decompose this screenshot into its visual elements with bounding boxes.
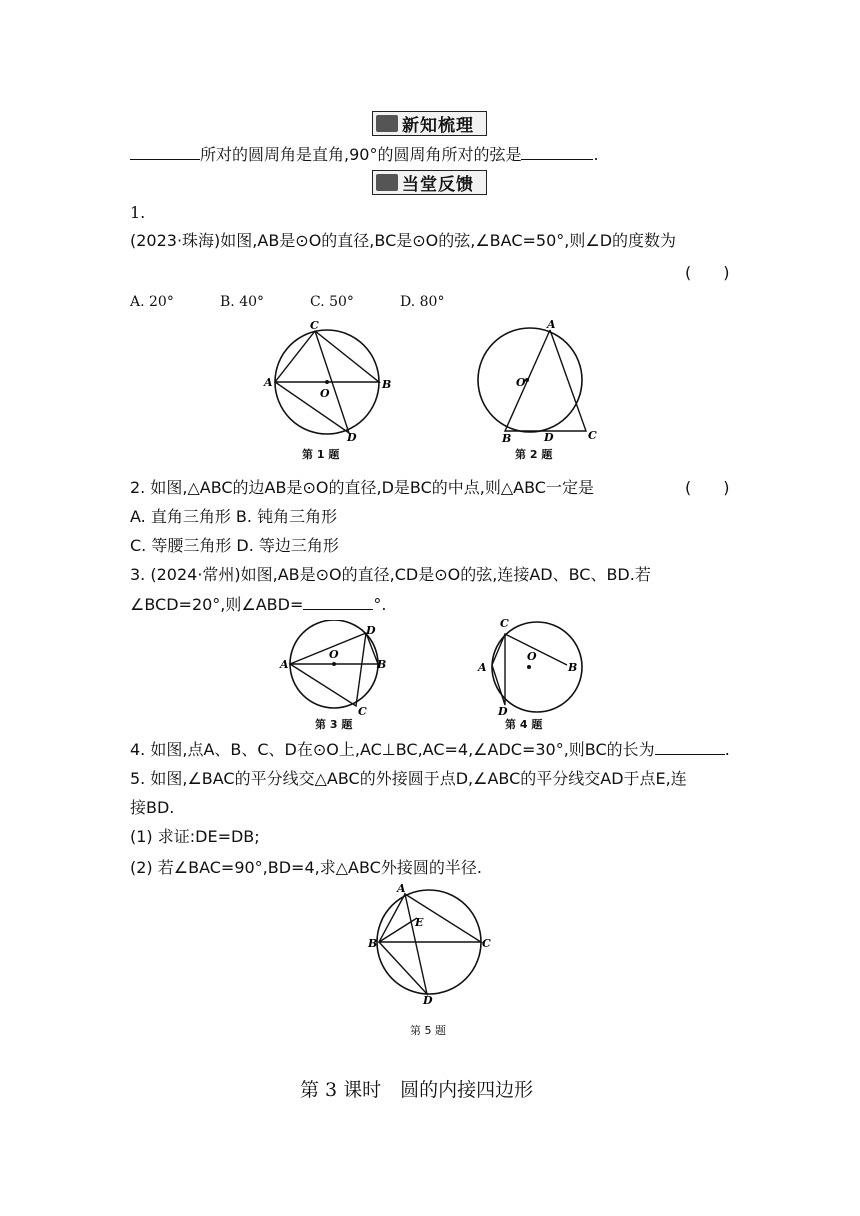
- question-2-options-cd: C. 等腰三角形 D. 等边三角形: [130, 536, 339, 555]
- figure-2: [470, 318, 610, 443]
- label-d: D: [347, 431, 357, 443]
- answer-blank: [655, 738, 725, 755]
- figure-3: [278, 620, 393, 715]
- label-o: O: [527, 650, 537, 663]
- question-3-unit: °.: [373, 595, 387, 614]
- question-1-stem: (2023·珠海)如图,AB是⊙O的直径,BC是⊙O的弦,∠BAC=50°,则∠D的度数为: [130, 231, 677, 250]
- label-o: O: [516, 376, 526, 389]
- label-e: E: [415, 916, 424, 929]
- label-b: B: [368, 937, 378, 950]
- label-d: D: [498, 705, 508, 715]
- figure-caption: 第 4 题: [505, 718, 543, 731]
- label-a: A: [397, 882, 406, 895]
- option-d: D. 80°: [400, 294, 445, 310]
- section-title: 新知梳理: [402, 116, 474, 136]
- label-b: B: [568, 661, 578, 674]
- question-3-line1: 3. (2024·常州)如图,AB是⊙O的直径,CD是⊙O的弦,连接AD、BC、BD.若: [130, 565, 651, 584]
- figure-caption: 第 2 题: [515, 448, 553, 461]
- question-3-text: ∠BCD=20°,则∠ABD=: [130, 595, 304, 614]
- label-c: C: [500, 617, 509, 630]
- question-2-stem: 2. 如图,△ABC的边AB是⊙O的直径,D是BC的中点,则△ABC一定是: [130, 478, 594, 497]
- figure-caption: 第 3 题: [315, 718, 353, 731]
- center-point: [325, 380, 329, 384]
- label-b: B: [377, 658, 387, 671]
- period: .: [724, 740, 730, 759]
- center-point: [525, 378, 529, 382]
- label-a: A: [264, 376, 273, 389]
- question-5-line1: 5. 如图,∠BAC的平分线交△ABC的外接圆于点D,∠ABC的平分线交AD于点E,连: [130, 769, 687, 788]
- option-c: C. 50°: [310, 294, 354, 310]
- figure-1: [262, 318, 392, 443]
- figure-caption: 第 5 题: [410, 1024, 446, 1037]
- period: .: [593, 145, 599, 164]
- answer-bracket: ( ): [685, 263, 730, 282]
- question-number: 1.: [130, 203, 146, 222]
- answer-bracket: ( ): [685, 478, 730, 497]
- label-c: C: [358, 705, 367, 715]
- knowledge-line: [130, 143, 599, 166]
- question-4: [130, 738, 730, 761]
- chords: [492, 634, 567, 705]
- knowledge-text: 所对的圆周角是直角,90°的圆周角所对的弦是: [200, 145, 522, 164]
- question-5-line2: 接BD.: [130, 798, 175, 817]
- section-title: 当堂反馈: [402, 175, 474, 195]
- label-o: O: [329, 648, 339, 661]
- answer-blank: [303, 593, 373, 610]
- figure-caption: 第 1 题: [302, 448, 340, 461]
- option-b: B. 40°: [220, 294, 265, 310]
- section-banner-new-knowledge: [372, 111, 487, 136]
- pen-icon: [376, 174, 398, 191]
- question-3-line2: [130, 593, 386, 616]
- center-point: [332, 662, 336, 666]
- label-a: A: [547, 318, 556, 331]
- lesson-title: 第 3 课时 圆的内接四边形: [300, 1079, 534, 1101]
- circle: [478, 328, 582, 432]
- label-c: C: [310, 319, 319, 332]
- label-a: A: [478, 661, 487, 674]
- label-a: A: [280, 658, 289, 671]
- section-banner-feedback: [372, 170, 487, 195]
- question-1-options: [130, 291, 444, 313]
- label-o: O: [320, 387, 330, 400]
- label-d: D: [366, 624, 376, 637]
- center-point: [527, 665, 531, 669]
- question-4-text: 4. 如图,点A、B、C、D在⊙O上,AC⊥BC,AC=4,∠ADC=30°,则BC的长为: [130, 740, 655, 759]
- label-d: D: [423, 994, 433, 1005]
- answer-blank: [130, 143, 200, 160]
- book-icon: [376, 115, 398, 132]
- figure-5: [365, 880, 495, 1005]
- option-a: A. 20°: [130, 294, 174, 310]
- label-b: B: [382, 378, 392, 391]
- figure-4: [470, 615, 610, 715]
- label-c: C: [588, 429, 597, 442]
- question-5-sub2: (2) 若∠BAC=90°,BD=4,求△ABC外接圆的半径.: [130, 858, 482, 877]
- label-c: C: [482, 937, 491, 950]
- question-2-options-ab: A. 直角三角形 B. 钝角三角形: [130, 507, 338, 526]
- question-5-sub1: (1) 求证:DE=DB;: [130, 827, 260, 846]
- label-b: B: [502, 432, 512, 443]
- answer-blank: [521, 143, 593, 160]
- label-d: D: [544, 431, 554, 443]
